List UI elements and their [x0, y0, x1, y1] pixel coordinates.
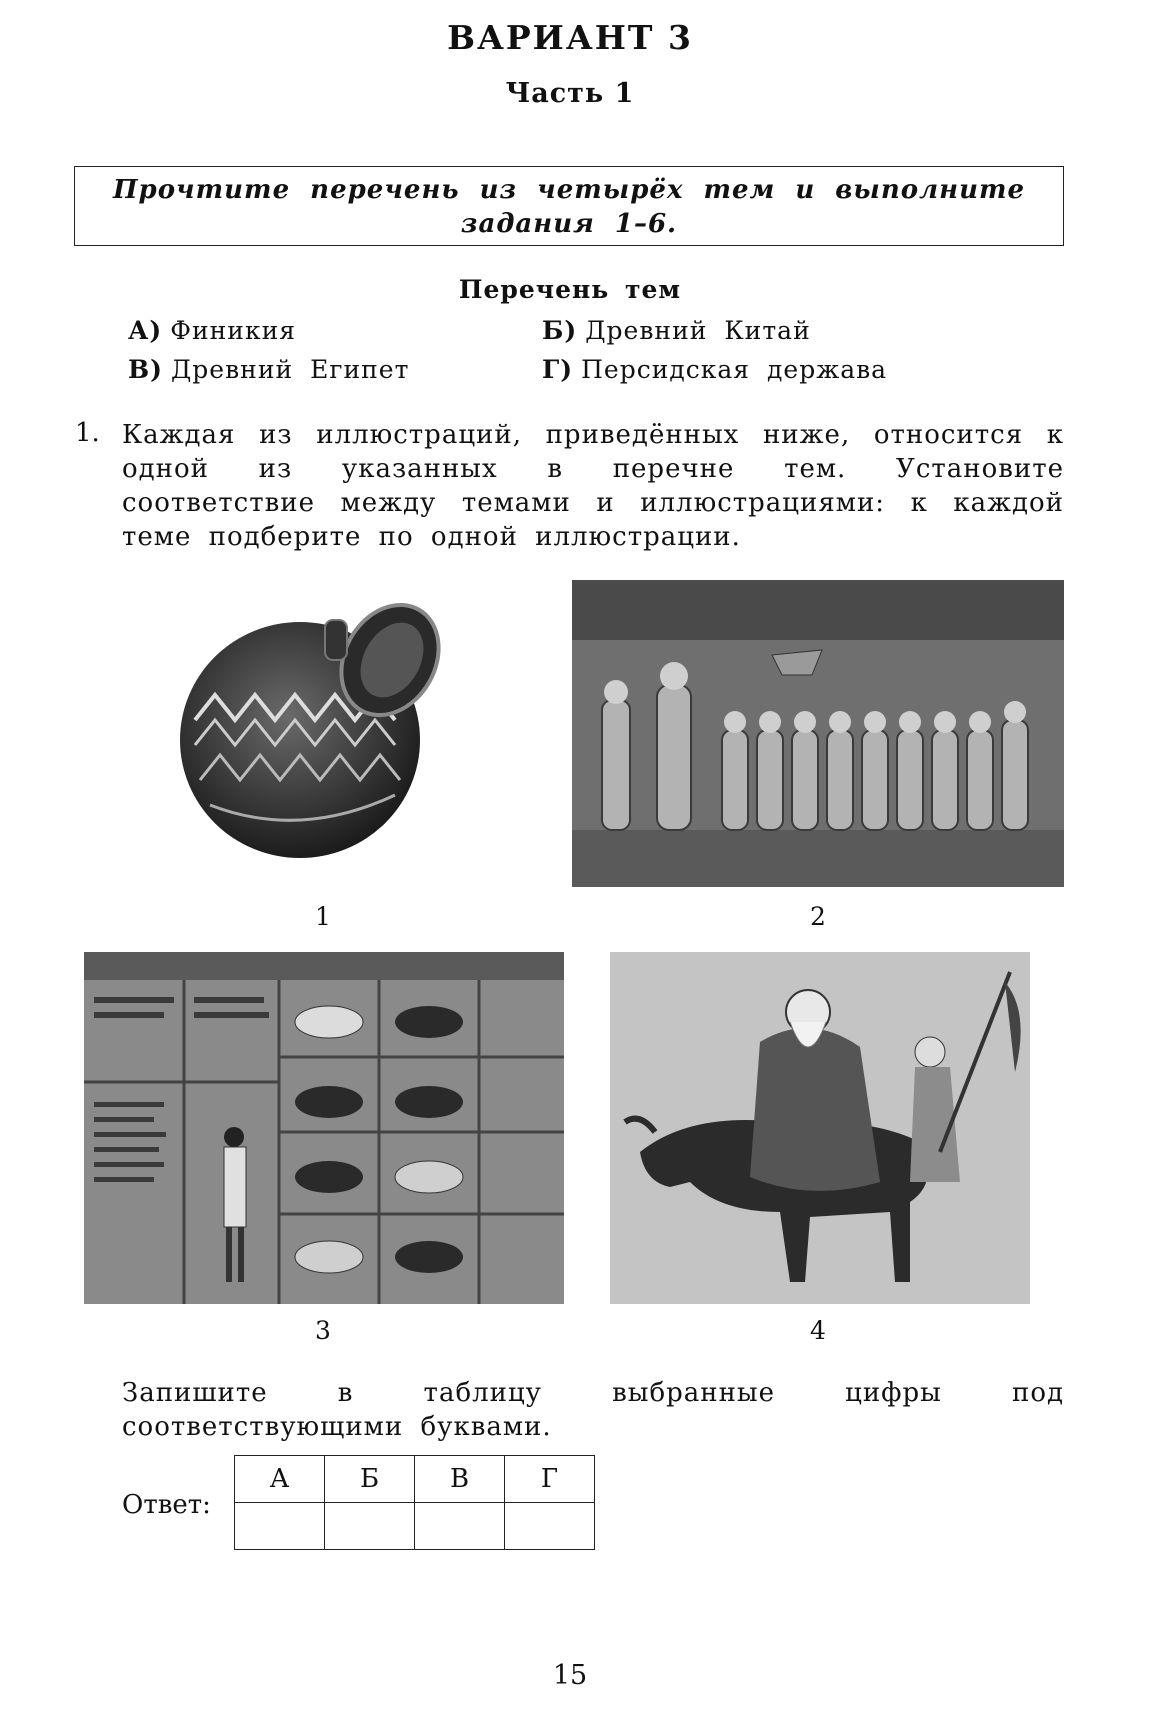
page-number: 15	[552, 1660, 588, 1691]
answer-header-row	[235, 1456, 595, 1503]
answer-col-a: А	[235, 1456, 325, 1503]
topic-g	[542, 355, 887, 384]
answer-input-row	[235, 1503, 595, 1550]
answer-cell-a[interactable]	[235, 1503, 325, 1550]
instruction-line-2: задания 1–6.	[460, 209, 678, 239]
answer-col-v: В	[415, 1456, 505, 1503]
variant-title: ВАРИАНТ 3	[447, 18, 693, 57]
topic-text: Финикия	[170, 316, 297, 345]
answer-cell-b[interactable]	[325, 1503, 415, 1550]
answer-cell-v[interactable]	[415, 1503, 505, 1550]
answer-col-g: Г	[505, 1456, 595, 1503]
topic-text: Древний Китай	[585, 316, 811, 345]
answer-col-b: Б	[325, 1456, 415, 1503]
caption-4: 4	[810, 1316, 826, 1345]
answer-cell-g[interactable]	[505, 1503, 595, 1550]
caption-3: 3	[315, 1316, 331, 1345]
topic-v	[128, 355, 409, 384]
topic-letter: В)	[128, 355, 163, 384]
topic-b	[542, 316, 811, 345]
topic-text: Персидская держава	[581, 355, 888, 384]
illustration-4-sage-on-buffalo	[610, 952, 1030, 1304]
write-instruction: Запишите в таблицу выбранные цифры под соответствующими буквами.	[122, 1378, 1064, 1442]
topics-heading: Перечень тем	[458, 275, 682, 304]
topic-letter: А)	[128, 316, 163, 345]
answer-table	[234, 1455, 595, 1550]
question-number: 1.	[75, 418, 100, 448]
instruction-box	[74, 166, 1064, 246]
part-title: Часть 1	[505, 78, 635, 109]
topic-text: Древний Египет	[170, 355, 410, 384]
caption-2: 2	[810, 902, 826, 931]
topic-a	[128, 316, 296, 345]
illustration-2-relief	[572, 580, 1064, 887]
question-text: Каждая из иллюстраций, приведённых ниже, относится к одной из указанных в перечне тем. Установите соответствие между темами и иллюстрациями: к каждой теме подберите по одной иллюстрации.	[122, 420, 1064, 552]
answer-label: Ответ:	[122, 1490, 211, 1520]
instruction-line-1: Прочтите перечень из четырёх тем и выполните	[112, 175, 1026, 205]
illustration-3-egyptian-painting	[84, 952, 564, 1304]
topic-letter: Г)	[542, 355, 574, 384]
illustration-1-vase	[170, 580, 470, 880]
caption-1: 1	[315, 902, 331, 931]
topic-letter: Б)	[542, 316, 578, 345]
